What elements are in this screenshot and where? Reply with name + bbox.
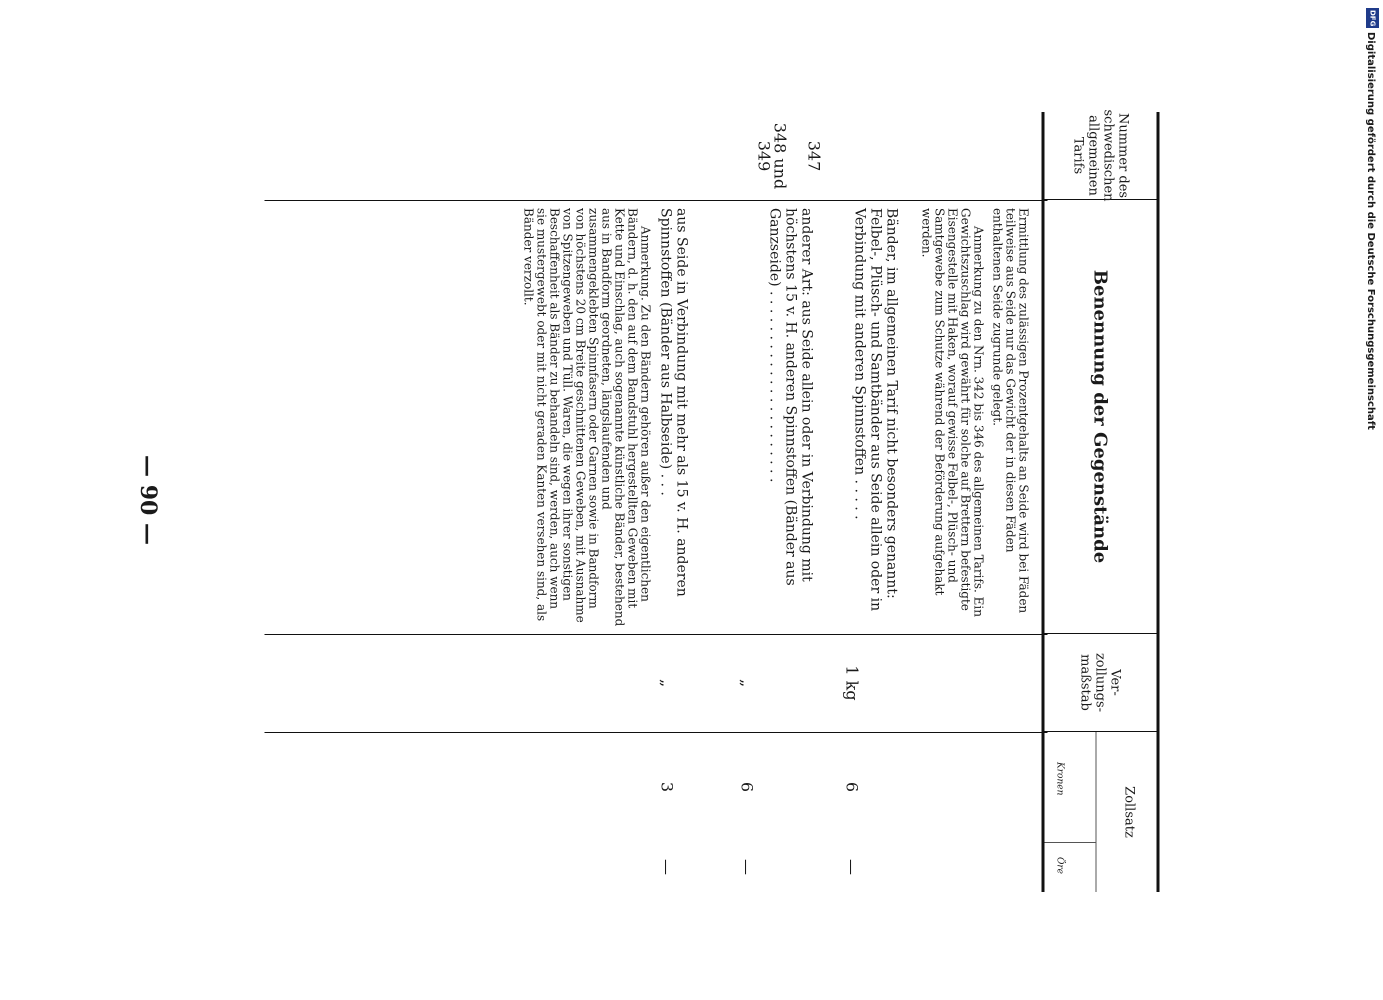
row-2-text: anderer Art: aus Seide allein oder in Verbindung mit höchstens 15 v. H. anderen Spinnstoffen (Bänder aus Ganzseide) . . . . . . . . . . . . . . . . . . . . . . bbox=[766, 208, 815, 586]
row-3-text: aus Seide in Verbindung mit mehr als 15 v. H. anderen Spinnstoffen (Bänder aus Halbseide) . . . bbox=[657, 208, 690, 597]
header-rate: Zollsatz bbox=[1121, 786, 1137, 838]
row-3-note: Anmerkung. Zu den Bändern gehören außer den eigentlichen Bändern, d. h. den auf dem Bandstuhl hergestellten Geweben mit Kette und Einschlag, auch sogenannte künstliche Bänder, bestehend aus in Bandform geordneten, längslaufenden und zusammengeklebten Spinnfasern oder Garnen sowie in Bandform von höchstens 20 cm Breite geschnittenen Geweben, mit Ausnahme von Spitzengeweben und Tüll. Waren, die wegen ihrer sonstigen Beschaffenheit als Bänder zu behandeln sind, werden, auch wenn sie mustergewebt oder mit nicht geraden Kanten versehen sind, als Bänder verzollt. bbox=[521, 208, 653, 627]
header-rate-oere: Öre bbox=[1054, 857, 1065, 875]
row-2-kronen: 6 bbox=[737, 781, 757, 793]
page-number: — 90 — bbox=[135, 455, 161, 545]
col-line-2 bbox=[265, 634, 1048, 635]
header-unit: Ver- zollungs- maßstab bbox=[1045, 634, 1157, 732]
row-0-text: Ermittlung des zulässigen Prozentgehalts an Seide wird bei Fäden teilweise aus Seide nur das Gewicht der in diesen Fäden enthaltenen Seide zugrunde gelegt. bbox=[990, 208, 1031, 614]
row-1-oere: — bbox=[842, 859, 862, 875]
row-0-note: Anmerkung zu den Nrn. 342 bis 346 des allgemeinen Tarifs. Ein Gewichtszuschlag wird gewährt für solche auf Brettern befestigte Eisengestelle mit Haken, worauf gewisse Felbel-, Plüsch- und Samtgewebe zum Schutze während der Beförderung aufgehakt werden. bbox=[919, 208, 986, 617]
row-3-unit: „ bbox=[657, 678, 677, 688]
row-1-number: 347 bbox=[804, 140, 824, 172]
col-line-1 bbox=[265, 200, 1048, 201]
dfg-logo: DFG bbox=[1366, 8, 1379, 28]
row-2-unit: „ bbox=[737, 678, 757, 688]
row-1-kronen: 6 bbox=[842, 781, 862, 793]
row-1-text: Bänder, im allgemeinen Tarif nicht besonders genannt: Felbel-, Plüsch- und Samtbänder aus Seide allein oder in Verbindung mit anderen Spinnstoffen . . . . . bbox=[851, 208, 900, 612]
col-line-3 bbox=[265, 732, 1048, 733]
row-3-kronen: 3 bbox=[657, 781, 677, 793]
header-number: Nummer des schwedischen allgemeinen Tarifs bbox=[1045, 112, 1157, 200]
digitization-credit: Digitalisierung gefördert durch die Deutsche Forschungsgemeinschaft bbox=[1365, 32, 1376, 430]
row-1-unit: 1 kg bbox=[842, 665, 862, 701]
rate-subdivider bbox=[1045, 842, 1097, 843]
tariff-table bbox=[265, 109, 1160, 892]
table-header bbox=[1042, 109, 1160, 892]
rate-divider bbox=[1096, 732, 1097, 892]
row-2-oere: — bbox=[737, 859, 757, 875]
row-3-oere: — bbox=[657, 859, 677, 875]
row-2-number: 348 und 349 bbox=[754, 122, 790, 190]
header-items: Benennung der Gegenstände bbox=[1045, 200, 1157, 634]
header-rate-kronen: Kronen bbox=[1054, 762, 1065, 796]
